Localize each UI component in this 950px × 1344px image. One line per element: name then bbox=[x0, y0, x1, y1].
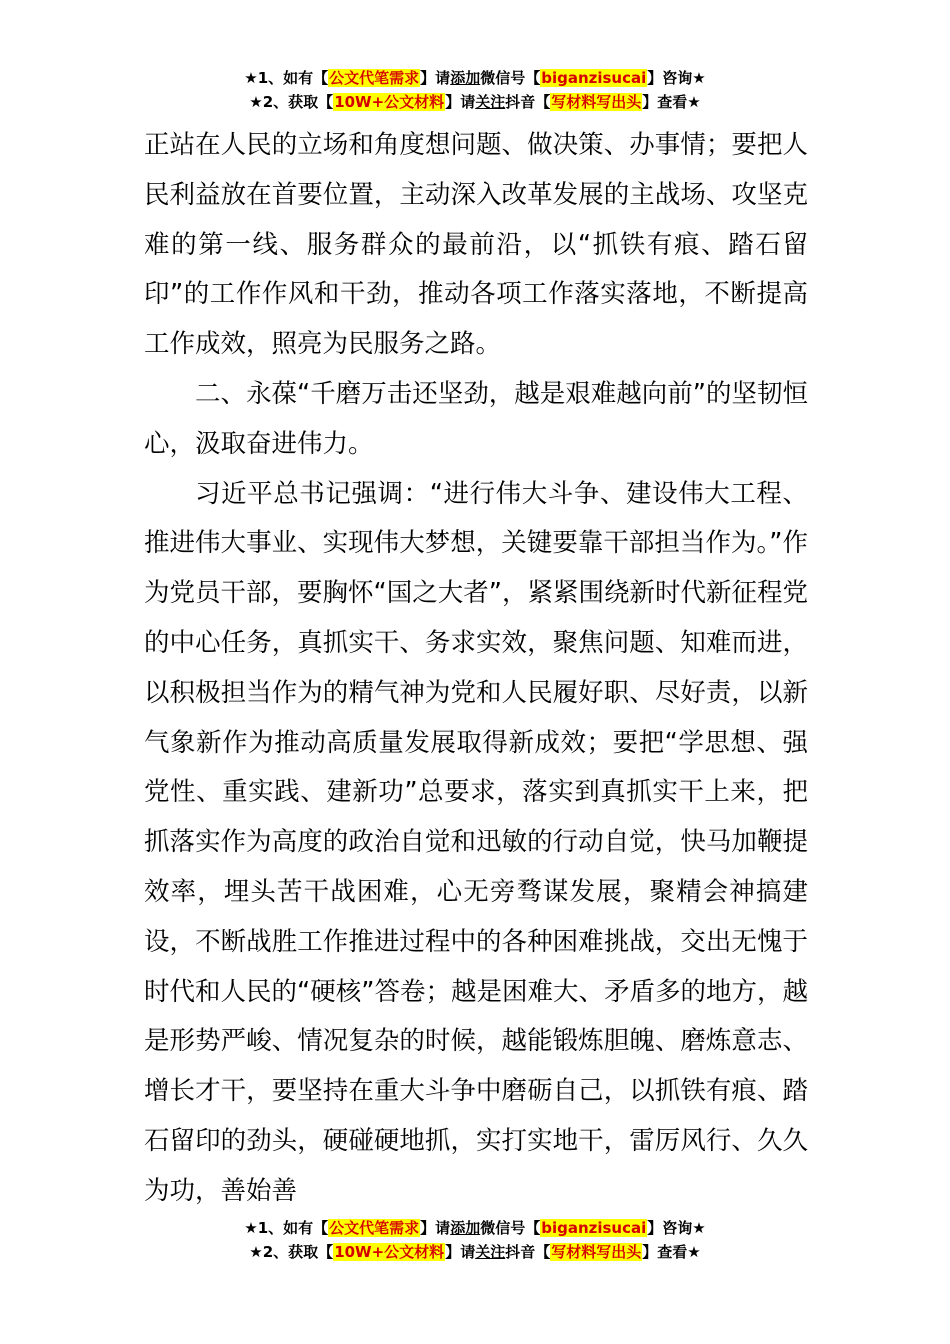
banner-text: 】请 bbox=[420, 69, 451, 87]
banner-wechat-id: biganzisucai bbox=[541, 1219, 647, 1237]
footer-banner bbox=[0, 1216, 950, 1264]
banner-text: ★2、获取【 bbox=[249, 93, 334, 111]
header-banner bbox=[0, 66, 950, 114]
banner-text: 】查看★ bbox=[642, 93, 701, 111]
banner-highlight: 10W+公文材料 bbox=[334, 1243, 445, 1261]
banner-text: 】咨询★ bbox=[647, 1219, 706, 1237]
banner-wechat-id: biganzisucai bbox=[541, 69, 647, 87]
banner-text: 抖音【 bbox=[505, 1243, 551, 1261]
banner-underlined-text: 添加 bbox=[450, 69, 481, 87]
paragraph-continuation: 正站在人民的立场和角度想问题、做决策、办事情；要把人民利益放在首要位置，主动深入改革发展的主战场、攻坚克难的第一线、服务群众的最前沿，以“抓铁有痕、踏石留印”的工作作风和干劲，推动各项工作落实落地，不断提高工作成效，照亮为民服务之路。 bbox=[144, 130, 808, 360]
banner-highlight: 10W+公文材料 bbox=[334, 93, 445, 111]
banner-text: 微信号【 bbox=[480, 69, 541, 87]
document-body bbox=[144, 121, 808, 1217]
banner-highlight: 公文代笔需求 bbox=[329, 69, 420, 87]
banner-underlined-text: 关注 bbox=[475, 93, 506, 111]
banner-line-1 bbox=[0, 66, 950, 90]
banner-douyin-name: 写材料写出头 bbox=[551, 1243, 642, 1261]
banner-text: ★1、如有【 bbox=[244, 69, 329, 87]
banner-line-2 bbox=[0, 90, 950, 114]
banner-text: 抖音【 bbox=[505, 93, 551, 111]
banner-text: 】查看★ bbox=[642, 1243, 701, 1261]
paragraph: 习近平总书记强调：“进行伟大斗争、建设伟大工程、推进伟大事业、实现伟大梦想，关键要靠干部担当作为。”作为党员干部，要胸怀“国之大者”，紧紧围绕新时代新征程党的中心任务，真抓实干、务求实效，聚焦问题、知难而进，以积极担当作为的精气神为党和人民履好职、尽好责，以新气象新作为推动高质量发展取得新成效；要把“学思想、强党性、重实践、建新功”总要求，落实到真抓实干上来，把抓落实作为高度的政治自觉和迅敏的行动自觉，快马加鞭提效率，埋头苦干战困难，心无旁骛谋发展，聚精会神搞建设，不断战胜工作推进过程中的各种困难挑战，交出无愧于时代和人民的“硬核”答卷；越是困难大、矛盾多的地方，越是形势严峻、情况复杂的时候，越能锻炼胆魄、磨炼意志、增长才干，要坚持在重大斗争中磨砺自己，以抓铁有痕、踏石留印的劲头，硬碰硬地抓，实打实地干，雷厉风行、久久为功，善始善 bbox=[144, 478, 808, 1206]
banner-text: 】请 bbox=[445, 93, 476, 111]
banner-text: 微信号【 bbox=[480, 1219, 541, 1237]
banner-text: ★2、获取【 bbox=[249, 1243, 334, 1261]
banner-highlight: 公文代笔需求 bbox=[329, 1219, 420, 1237]
banner-text: ★1、如有【 bbox=[244, 1219, 329, 1237]
banner-line-1 bbox=[0, 1216, 950, 1240]
banner-underlined-text: 关注 bbox=[475, 1243, 506, 1261]
banner-text: 】咨询★ bbox=[647, 69, 706, 87]
banner-douyin-name: 写材料写出头 bbox=[551, 93, 642, 111]
banner-text: 】请 bbox=[420, 1219, 451, 1237]
section-heading: 二、永葆“千磨万击还坚劲，越是艰难越向前”的坚韧恒心，汲取奋进伟力。 bbox=[144, 378, 808, 459]
banner-text: 】请 bbox=[445, 1243, 476, 1261]
banner-underlined-text: 添加 bbox=[450, 1219, 481, 1237]
banner-line-2 bbox=[0, 1240, 950, 1264]
